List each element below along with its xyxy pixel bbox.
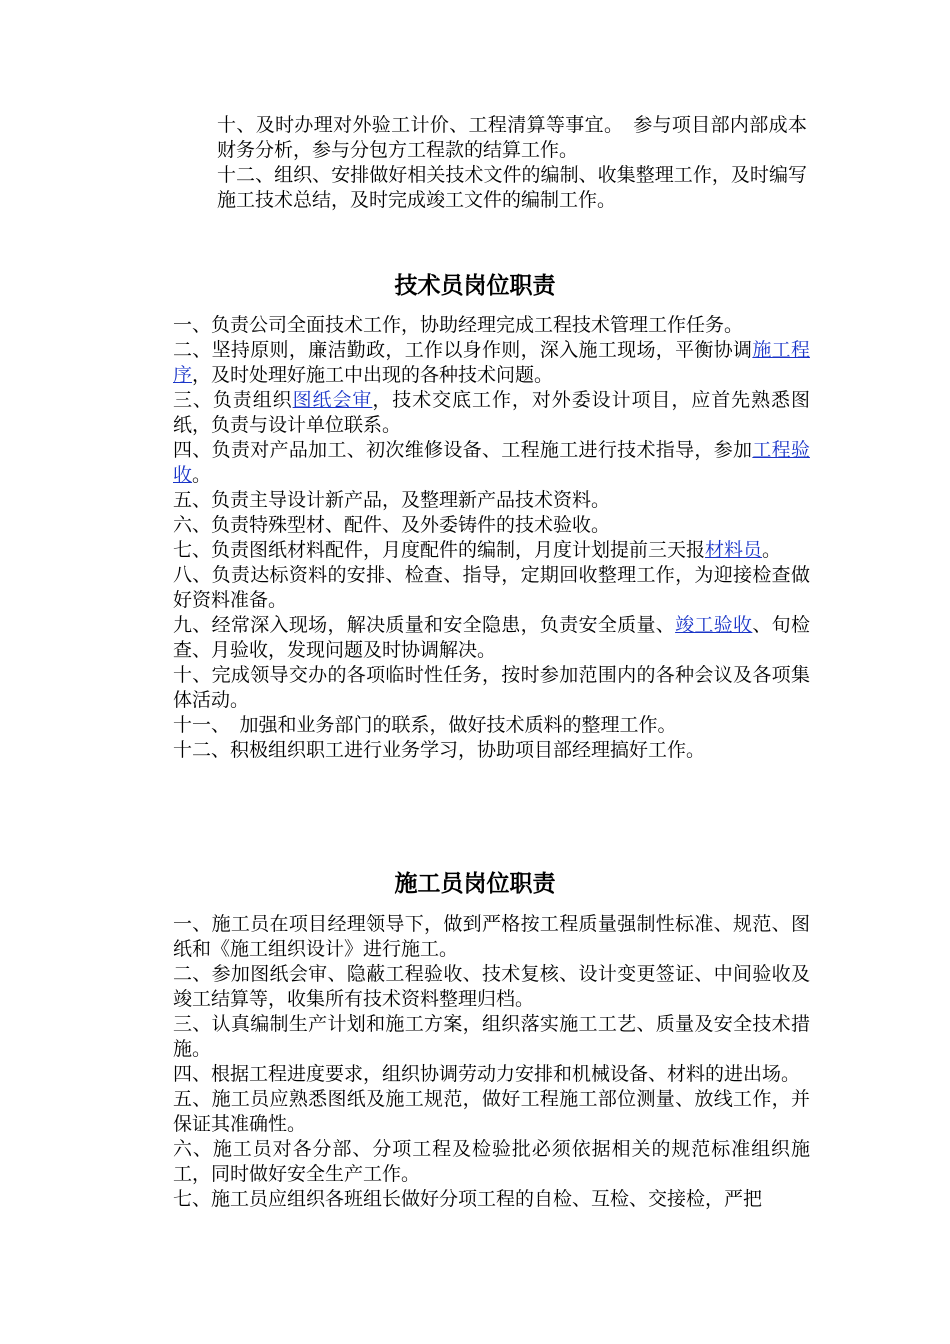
duty-item-6: 六、负责特殊型材、配件、及外委铸件的技术验收。 [173, 514, 611, 536]
link-drawing-review[interactable]: 图纸会审 [292, 389, 373, 411]
intro-item-10: 十、及时办理对外验工计价、工程清算等事宜。 参与项目部内部成本财务分析，参与分包方工程款的结算工作。 [217, 114, 807, 161]
duty-item-10: 十、完成领导交办的各项临时性任务，按时参加范围内的各种会议及各项集体活动。 [173, 664, 810, 711]
section-title-construction-officer: 施工员岗位职责 [394, 870, 556, 897]
duty-item-4: 四、负责对产品加工、初次维修设备、工程施工进行技术指导，参加工程验收。 [173, 439, 810, 486]
duty-item-11: 十一、 加强和业务部门的联系，做好技术质料的整理工作。 [173, 714, 677, 736]
construction-item-2: 二、参加图纸会审、隐蔽工程验收、技术复核、设计变更签证、中间验收及竣工结算等，收集所有技术资料整理归档。 [173, 963, 810, 1010]
duty-item-2: 二、坚持原则，廉洁勤政，工作以身作则，深入施工现场，平衡协调施工程序，及时处理好施工中出现的各种技术问题。 [173, 339, 810, 386]
construction-duties-list [173, 912, 810, 1212]
construction-item-6: 六、施工员对各分部、分项工程及检验批必须依据相关的规范标准组织施工，同时做好安全生产工作。 [173, 1138, 810, 1185]
construction-item-1: 一、施工员在项目经理领导下，做到严格按工程质量强制性标准、规范、图纸和《施工组织设计》进行施工。 [173, 913, 810, 960]
construction-item-7: 七、施工员应组织各班组长做好分项工程的自检、互检、交接检，严把 [173, 1188, 763, 1210]
construction-item-5: 五、施工员应熟悉图纸及施工规范，做好工程施工部位测量、放线工作，并保证其准确性。 [173, 1088, 810, 1135]
duty-item-12: 十二、积极组织职工进行业务学习，协助项目部经理搞好工作。 [173, 739, 706, 761]
duty-item-3: 三、负责组织图纸会审，技术交底工作，对外委设计项目，应首先熟悉图纸，负责与设计单位联系。 [173, 389, 810, 436]
intro-item-12: 十二、组织、安排做好相关技术文件的编制、收集整理工作，及时编写施工技术总结，及时完成竣工文件的编制工作。 [217, 164, 807, 211]
duty-item-7: 七、负责图纸材料配件，月度配件的编制，月度计划提前三天报材料员。 [173, 539, 782, 561]
duty-item-8: 八、负责达标资料的安排、检查、指导，定期回收整理工作，为迎接检查做好资料准备。 [173, 564, 810, 611]
duty-item-1: 一、负责公司全面技术工作，协助经理完成工程技术管理工作任务。 [173, 314, 744, 336]
construction-item-3: 三、认真编制生产计划和施工方案，组织落实施工工艺、质量及安全技术措施。 [173, 1013, 810, 1060]
section-title-technician: 技术员岗位职责 [394, 272, 556, 299]
intro-block [217, 113, 807, 213]
link-construction-procedure[interactable]: 施工程序 [173, 339, 810, 386]
duty-item-5: 五、负责主导设计新产品，及整理新产品技术资料。 [173, 489, 611, 511]
duty-item-9: 九、经常深入现场，解决质量和安全隐患，负责安全质量、竣工验收、旬检查、月验收，发现问题及时协调解决。 [173, 614, 810, 661]
link-project-acceptance[interactable]: 工程验收 [173, 439, 810, 486]
technician-duties-list [173, 313, 810, 763]
link-completion-acceptance[interactable]: 竣工验收 [675, 614, 753, 636]
link-material-officer[interactable]: 材料员 [705, 539, 763, 561]
construction-item-4: 四、根据工程进度要求，组织协调劳动力安排和机械设备、材料的进出场。 [173, 1063, 801, 1085]
